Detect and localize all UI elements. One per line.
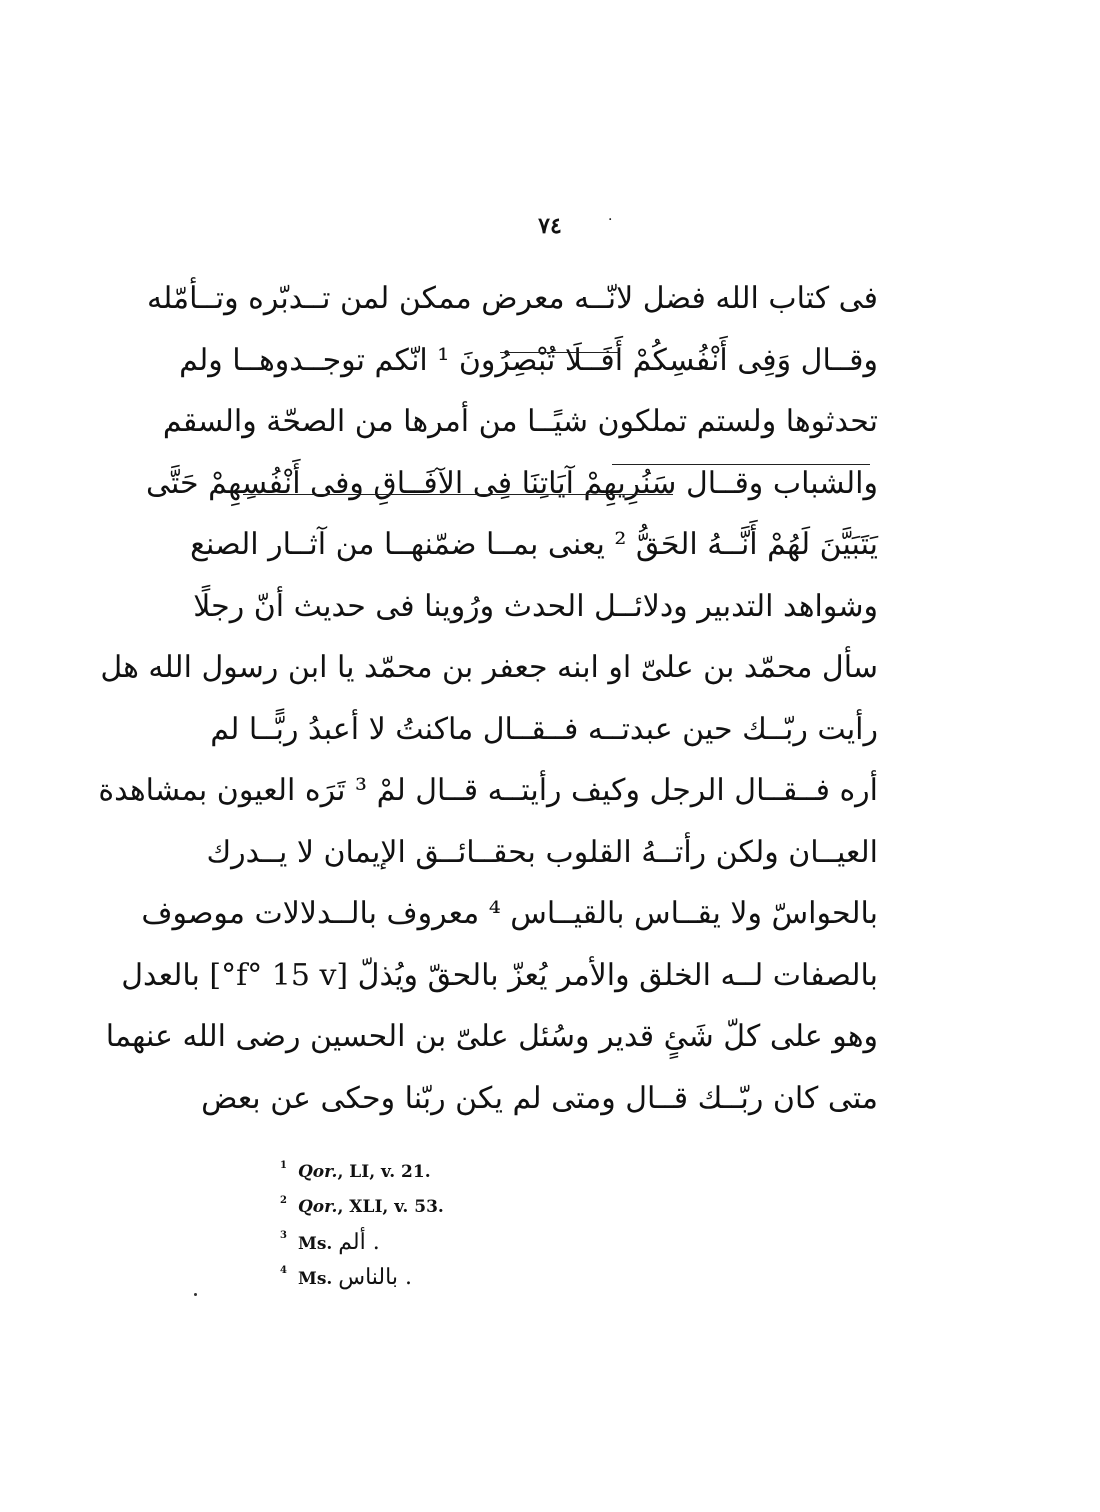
footnote-ref: Ms. xyxy=(298,1234,333,1254)
text-line: بالحواسّ ولا يقــاس بالقيــاس ⁴ معروف بالــدلالات موصوف xyxy=(141,896,878,931)
quotation-overline xyxy=(500,352,620,353)
footnote-ref: Qor. xyxy=(298,1162,338,1182)
text-line: العيــان ولكن رأتــهُ القلوب بحقــائــق الإيمان لا يــدرك xyxy=(206,834,878,870)
page-number-dot: · xyxy=(608,212,613,228)
quotation-overline xyxy=(612,464,870,465)
quotation-overline xyxy=(243,494,673,495)
text-line: بالصفات لــه الخلق والأمر يُعزّ بالحقّ ويُذلّ [f° 15 v°] بالعدل xyxy=(121,957,878,993)
footnote xyxy=(280,1155,580,1190)
page-number: ٧٤ xyxy=(538,213,562,239)
footnote-text: بالناس . xyxy=(338,1265,412,1290)
text-line: وهو على كلّ شَئٍ قدير وسُئل علىّ بن الحسين رضى الله عنهما xyxy=(105,1019,878,1054)
footnotes xyxy=(280,1155,580,1295)
footnote xyxy=(280,1260,580,1295)
footnote-text: ألم . xyxy=(338,1230,380,1255)
footnote xyxy=(280,1225,580,1260)
text-line: والشباب وقــال سَنُرِيهِمْ آيَاتِنَا فِى الآفَــاقِ وفى أَنْفُسِهِمْ حَتَّى xyxy=(145,465,878,501)
text-line: يَتَبَيَّنَ لَهُمْ أَنَّــهُ الحَقُّ ² يعنى بمــا ضمّنهــا من آثــار الصنع xyxy=(190,527,878,562)
footnote-text: , XLI, v. 53. xyxy=(337,1197,444,1217)
arabic-text-body xyxy=(98,268,878,1129)
footnote xyxy=(280,1190,580,1225)
text-line: فى كتاب الله فضل لانّــه معرض ممكن لمن تــدبّره وتــأمّله xyxy=(146,281,878,316)
text-line: وقــال وَفِى أَنْفُسِكُمْ أَفَــلَا تُبْصِرُونَ ¹ انّكم توجــدوهــا ولم xyxy=(179,342,878,378)
text-line: متى كان ربّــك قــال ومتى لم يكن ربّنا وحكى عن بعض xyxy=(201,1080,878,1116)
footnote-marker: 1 xyxy=(280,1160,287,1171)
text-line: رأيت ربّــك حين عبدتــه فــقــال ماكنتُ لا أعبدُ ربًّــا لم xyxy=(210,711,878,747)
footnote-text: , LI, v. 21. xyxy=(337,1162,431,1182)
text-line: أره فــقــال الرجل وكيف رأيتــه قــال لمْ ³ تَرَه العيون بمشاهدة xyxy=(98,773,878,808)
footnote-marker: 3 xyxy=(280,1230,287,1241)
footnote-ref: Qor. xyxy=(298,1197,338,1217)
text-line: تحدثوها ولستم تملكون شيًــا من أمرها من الصحّة والسقم xyxy=(162,404,878,439)
footnote-marker: 2 xyxy=(280,1195,287,1206)
scan-speck xyxy=(194,1293,197,1296)
footnote-marker: 4 xyxy=(280,1265,287,1276)
text-line: سأل محمّد بن علىّ او ابنه جعفر بن محمّد يا ابن رسول الله هل xyxy=(100,650,878,685)
footnote-ref: Ms. xyxy=(298,1269,333,1289)
text-line: وشواهد التدبير ودلائــل الحدث ورُوينا فى حديث أنّ رجلًا xyxy=(193,588,878,624)
